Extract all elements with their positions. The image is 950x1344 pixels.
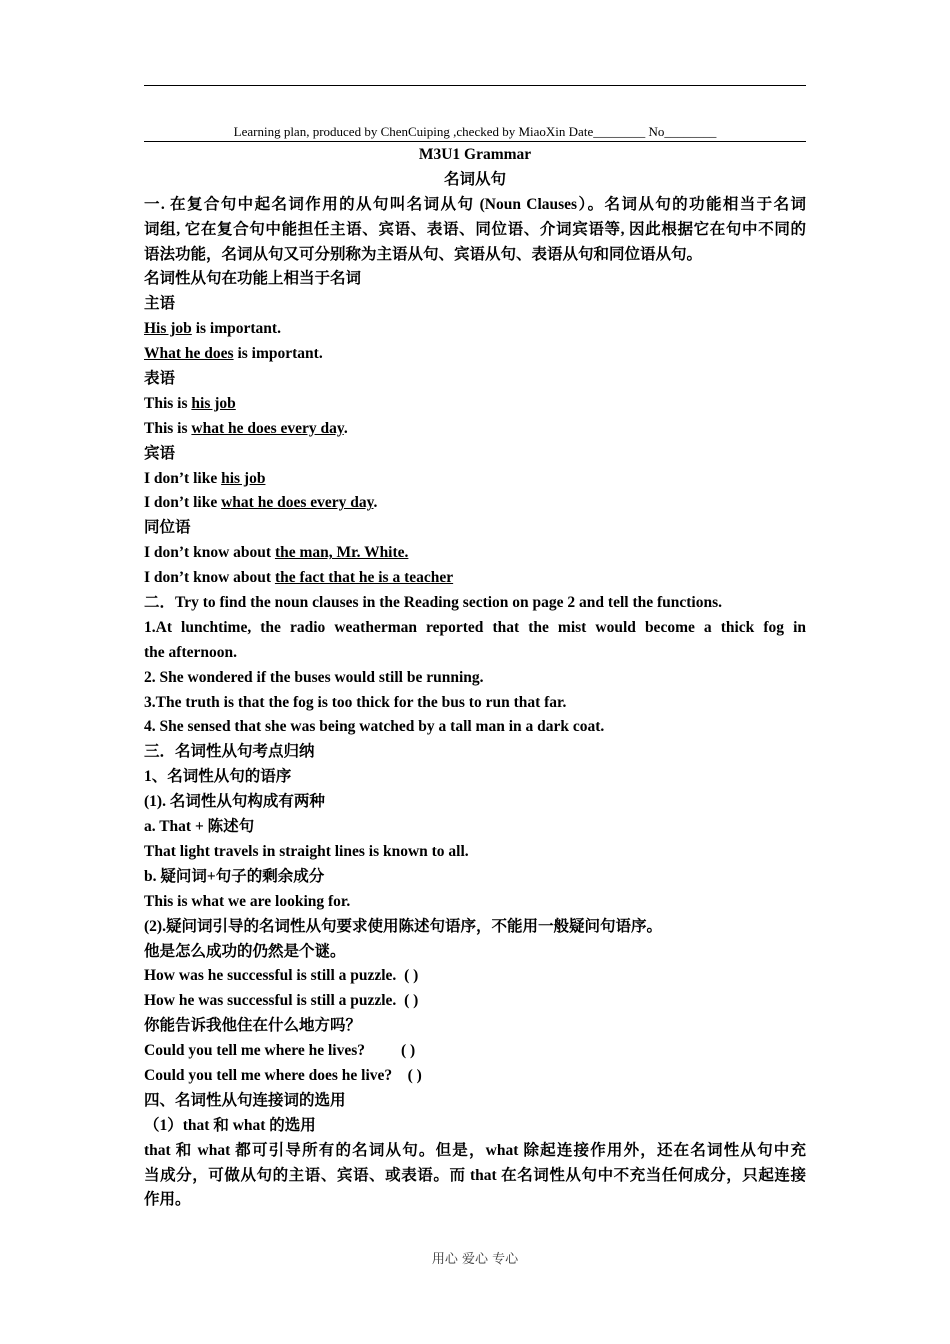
answer-blank: ( )	[407, 1066, 422, 1084]
appositive-label: 同位语	[144, 519, 191, 537]
section2-item-2: 2. She wondered if the buses would still be running.	[144, 668, 484, 686]
section4-para-1: that 和 what 都可引导所有的名词从句。但是，what 除起连接作用外，还在名词性从句中充	[144, 1141, 806, 1159]
section3-b: b. 疑问词+句子的剩余成分	[144, 867, 325, 885]
intro-line-4: 名词性从句在功能上相当于名词	[144, 270, 362, 288]
underlined-phrase: his job	[191, 394, 236, 412]
underlined-phrase: what he does every day	[191, 419, 344, 437]
section2-item-1a: 1.At lunchtime, the radio weatherman reported that the mist would become a thick fog in	[144, 618, 806, 636]
appositive-example-1	[144, 541, 806, 566]
example-text: .	[373, 494, 378, 512]
section4-heading: 四、名词性从句连接词的选用	[144, 1091, 346, 1109]
section3-question-2	[144, 989, 806, 1014]
section2-heading: 二．Try to find the noun clauses in the Reading section on page 2 and tell the functions.	[144, 594, 723, 612]
document-body	[144, 143, 806, 1213]
section4-para-3: 作用。	[144, 1191, 191, 1209]
example-text: I don’t know about	[144, 544, 275, 562]
subject-example-2	[144, 342, 806, 367]
example-text: I don’t like	[144, 494, 222, 512]
intro-line-3: 语法功能，名词从句又可分别称为主语从句、宾语从句、表语从句和同位语从句。	[144, 245, 703, 263]
appositive-example-2	[144, 566, 806, 591]
example-text: I don’t know about	[144, 569, 275, 587]
section2-item-4: 4. She sensed that she was being watched by a tall man in a dark coat.	[144, 718, 605, 736]
subject-label: 主语	[144, 295, 176, 313]
section3-a-example: That light travels in straight lines is known to all.	[144, 842, 469, 860]
underlined-phrase: What he does	[144, 345, 234, 363]
example-text: .	[343, 419, 348, 437]
object-example-1	[144, 467, 806, 492]
page-footer: 用心 爱心 专心	[431, 1252, 519, 1267]
section2-item-3: 3.The truth is that the fog is too thick for the bus to run that far.	[144, 693, 567, 711]
example-text: is important.	[233, 345, 323, 363]
example-text: This is	[144, 394, 192, 412]
section3-chinese-1: 他是怎么成功的仍然是个谜。	[144, 942, 346, 960]
subject-example-1	[144, 317, 806, 342]
section3-question-3	[144, 1039, 806, 1064]
predicative-example-2	[144, 417, 806, 442]
underlined-phrase: His job	[144, 320, 192, 338]
question-text: Could you tell me where he lives?	[144, 1042, 366, 1060]
answer-blank: ( )	[404, 992, 419, 1010]
answer-blank: ( )	[404, 967, 419, 985]
section4-para-2: 当成分，可做从句的主语、宾语、或表语。而 that 在名词性从句中不充当任何成分，只起连接	[144, 1166, 806, 1184]
predicative-label: 表语	[144, 370, 176, 388]
intro-line-1: 一. 在复合句中起名词作用的从句叫名词从句 (Noun Clauses）。名词从句的功能相当于名词	[144, 195, 806, 213]
underlined-phrase: what he does every day	[221, 494, 374, 512]
section3-b-example: This is what we are looking for.	[144, 892, 351, 910]
page-subtitle: 名词从句	[443, 170, 506, 188]
question-text: How he was successful is still a puzzle.	[144, 992, 397, 1010]
example-text: This is	[144, 419, 192, 437]
example-text: is important.	[191, 320, 281, 338]
question-text: Could you tell me where does he live?	[144, 1066, 393, 1084]
answer-blank: ( )	[401, 1042, 416, 1060]
section4-sub: （1）that 和 what 的选用	[144, 1116, 316, 1134]
predicative-example-1	[144, 392, 806, 417]
underlined-phrase: his job	[221, 469, 266, 487]
header-top-rule	[144, 85, 806, 86]
section3-sub-1-1: (1). 名词性从句构成有两种	[144, 793, 325, 811]
example-text: I don’t like	[144, 469, 222, 487]
section3-sub-1-2: (2).疑问词引导的名词性从句要求使用陈述句语序，不能用一般疑问句语序。	[144, 917, 662, 935]
section3-sub-1: 1、名词性从句的语序	[144, 768, 292, 786]
section3-chinese-2: 你能告诉我他住在什么地方吗？	[144, 1017, 362, 1035]
page-title: M3U1 Grammar	[418, 146, 532, 163]
header-line: Learning plan, produced by ChenCuiping ,checked by MiaoXin Date________ No________	[144, 123, 806, 142]
object-example-2	[144, 491, 806, 516]
intro-line-2: 词组, 它在复合句中能担任主语、宾语、表语、同位语、介词宾语等, 因此根据它在句中不同的	[144, 220, 806, 238]
object-label: 宾语	[144, 444, 176, 462]
underlined-phrase: the fact that he is a teacher	[274, 569, 454, 587]
section3-question-1	[144, 964, 806, 989]
section3-a: a. That + 陈述句	[144, 818, 255, 836]
underlined-phrase: the man, Mr. White.	[274, 544, 409, 562]
section3-heading: 三．名词性从句考点归纳	[144, 743, 315, 761]
section3-question-4	[144, 1064, 806, 1089]
question-text: How was he successful is still a puzzle.	[144, 967, 397, 985]
section2-item-1b: the afternoon.	[144, 643, 237, 661]
